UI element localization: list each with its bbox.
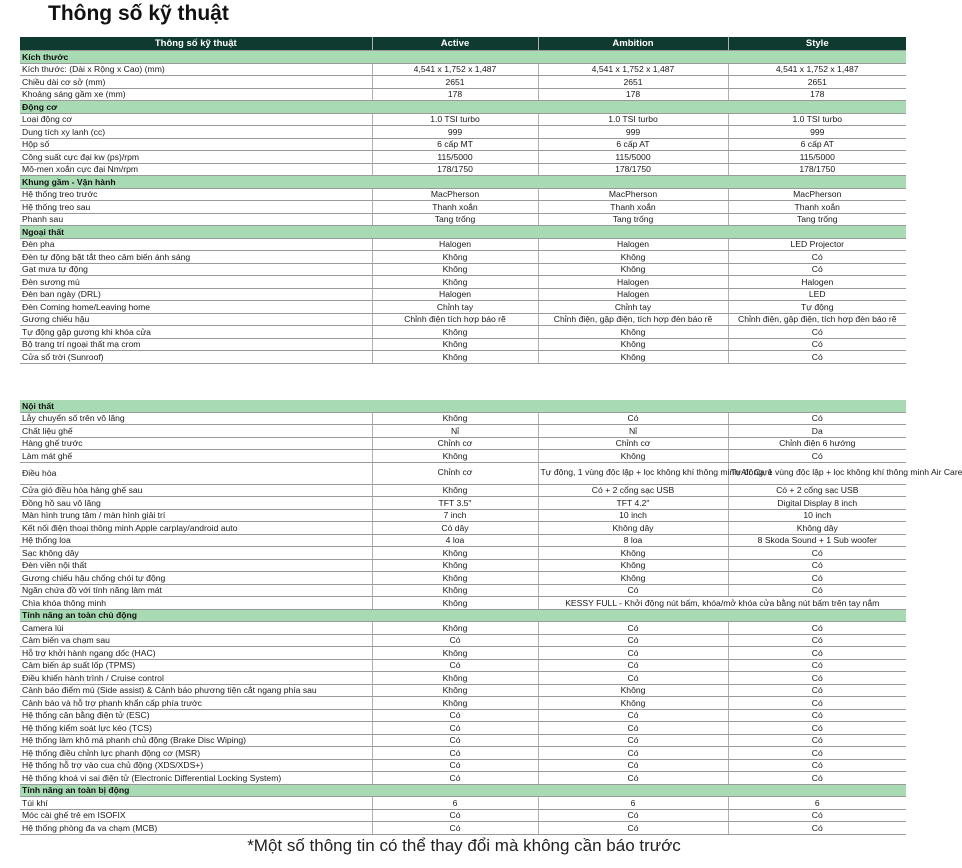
spec-value-cell: TFT 3.5" [372, 497, 538, 510]
spec-label-cell: Hệ thống treo trước [20, 188, 372, 201]
spec-value-cell: Có [538, 412, 728, 425]
section-title: Nội thất [20, 400, 906, 412]
spec-value-cell: Tự động, 1 vùng độc lập + lọc không khí thông minh Air Care [728, 462, 906, 484]
table-row [20, 522, 906, 535]
spec-value-cell: Có [372, 809, 538, 822]
spec-value-cell: Chỉnh cơ [372, 462, 538, 484]
spec-value-cell: Không dây [728, 522, 906, 535]
spec-label-cell: Cảm biến áp suất lốp (TPMS) [20, 659, 372, 672]
spec-value-cell: Không [538, 351, 728, 364]
spec-value-cell: Không [372, 622, 538, 635]
spec-label-cell: Dung tích xy lanh (cc) [20, 126, 372, 139]
spec-value-cell: Có [728, 263, 906, 276]
spec-label-cell: Ngăn chứa đồ với tính năng làm mát [20, 584, 372, 597]
spec-value-cell: MacPherson [728, 188, 906, 201]
spec-label-cell: Hệ thống phòng đa va chạm (MCB) [20, 822, 372, 835]
spec-value-cell: Thanh xoắn [728, 201, 906, 214]
spec-value-cell: TFT 4.2" [538, 497, 728, 510]
table-row [20, 301, 906, 314]
spec-label-cell: Hệ thống điều chỉnh lực phanh động cơ (MSR) [20, 747, 372, 760]
spec-label-cell: Đèn ban ngày (DRL) [20, 288, 372, 301]
spec-value-cell: Không [372, 338, 538, 351]
spec-value-cell: Có [728, 697, 906, 710]
spec-label-cell: Túi khí [20, 797, 372, 810]
table-row [20, 351, 906, 364]
spec-value-cell: KESSY FULL - Khởi động nút bấm, khóa/mở khóa cửa bằng nút bấm trên tay nắm [538, 597, 906, 610]
spec-value-cell: Không [372, 450, 538, 463]
spec-value-cell: Không [372, 251, 538, 264]
spec-value-cell: Có [538, 622, 728, 635]
spec-value-cell: Có [728, 747, 906, 760]
section-header-row [20, 784, 906, 797]
table-row [20, 534, 906, 547]
spec-value-cell: Không [372, 559, 538, 572]
table-row [20, 697, 906, 710]
table-row [20, 684, 906, 697]
spec-label-cell: Hệ thống làm khô má phanh chủ động (Brake Disc Wiping) [20, 734, 372, 747]
spec-value-cell: 6 [372, 797, 538, 810]
spec-value-cell: 10 inch [538, 509, 728, 522]
column-header-spec: Thông số kỹ thuật [20, 37, 372, 51]
table-row [20, 238, 906, 251]
page-title: Thông số kỹ thuật [48, 2, 229, 25]
spec-value-cell: Có [728, 647, 906, 660]
spec-value-cell: Có [728, 338, 906, 351]
spec-value-cell: Có [538, 722, 728, 735]
table-row [20, 412, 906, 425]
spec-value-cell: Thanh xoắn [372, 201, 538, 214]
spec-value-cell: Có [728, 622, 906, 635]
footnote: *Một số thông tin có thể thay đổi mà không cần báo trước [247, 836, 681, 855]
spec-value-cell: Digital Display 8 inch [728, 497, 906, 510]
spec-value-cell: Có [538, 647, 728, 660]
table-row [20, 462, 906, 484]
spec-value-cell: 999 [538, 126, 728, 139]
spec-value-cell: Halogen [372, 238, 538, 251]
section-header-row [20, 400, 906, 412]
table-row [20, 747, 906, 760]
table-row [20, 622, 906, 635]
spec-label-cell: Hệ thống loa [20, 534, 372, 547]
table-row [20, 659, 906, 672]
spec-value-cell: Có [538, 634, 728, 647]
spec-value-cell: Không [372, 697, 538, 710]
spec-value-cell: Có [728, 412, 906, 425]
table-row [20, 559, 906, 572]
table-row [20, 163, 906, 176]
spec-label-cell: Chất liệu ghế [20, 425, 372, 438]
spec-value-cell: Có + 2 cổng sạc USB [538, 484, 728, 497]
table-row [20, 484, 906, 497]
spec-value-cell: 4,541 x 1,752 x 1,487 [728, 63, 906, 76]
table-row [20, 276, 906, 289]
spec-value-cell: Chỉnh cơ [372, 437, 538, 450]
spec-value-cell: Chỉnh điện, gập điện, tích hợp đèn báo rẽ [538, 313, 728, 326]
spec-label-cell: Hệ thống treo sau [20, 201, 372, 214]
spec-value-cell: Có [372, 734, 538, 747]
spec-value-cell: Có [728, 326, 906, 339]
spec-value-cell: Có [538, 822, 728, 835]
spec-value-cell: 6 cấp MT [372, 138, 538, 151]
spec-label-cell: Cảm biến va chạm sau [20, 634, 372, 647]
section-title: Khung gầm - Vận hành [20, 176, 906, 189]
spec-label-cell: Hệ thống cân bằng điện tử (ESC) [20, 709, 372, 722]
spec-value-cell: Không [372, 412, 538, 425]
spec-value-cell: Có [728, 634, 906, 647]
spec-value-cell: 178 [372, 88, 538, 101]
table-row [20, 338, 906, 351]
spec-label-cell: Cửa sổ trời (Sunroof) [20, 351, 372, 364]
table-row [20, 288, 906, 301]
spec-value-cell: Có [372, 709, 538, 722]
spec-value-cell: 8 Skoda Sound + 1 Sub woofer [728, 534, 906, 547]
spec-value-cell: Halogen [728, 276, 906, 289]
table-row [20, 313, 906, 326]
spec-value-cell: 10 inch [728, 509, 906, 522]
table-row [20, 809, 906, 822]
spec-value-cell: MacPherson [538, 188, 728, 201]
spec-value-cell: Không [372, 572, 538, 585]
spec-value-cell: Tang trống [538, 213, 728, 226]
spec-label-cell: Cảnh báo và hỗ trợ phanh khẩn cấp phía trước [20, 697, 372, 710]
spec-value-cell: Chỉnh điện tích hợp báo rẽ [372, 313, 538, 326]
table-row [20, 722, 906, 735]
spec-value-cell: Không [372, 484, 538, 497]
column-header-active: Active [372, 37, 538, 51]
spec-value-cell: Có [728, 672, 906, 685]
table-row [20, 213, 906, 226]
spec-value-cell: 7 inch [372, 509, 538, 522]
spec-value-cell: Có [372, 772, 538, 785]
spec-value-cell: Không [538, 450, 728, 463]
spec-value-cell: 6 cấp AT [538, 138, 728, 151]
spec-value-cell: Có [728, 722, 906, 735]
spec-value-cell: Có [538, 584, 728, 597]
spec-value-cell: Chỉnh điện, gập điện, tích hợp đèn báo rẽ [728, 313, 906, 326]
spec-value-cell: 999 [372, 126, 538, 139]
table-row [20, 547, 906, 560]
spec-value-cell: 115/5000 [372, 151, 538, 164]
spec-value-cell: Chỉnh tay [372, 301, 538, 314]
spec-value-cell: Có [728, 547, 906, 560]
spec-value-cell: 1.0 TSI turbo [728, 113, 906, 126]
table-row [20, 672, 906, 685]
spec-value-cell: 2651 [728, 76, 906, 89]
spec-value-cell: Có [538, 734, 728, 747]
spec-value-cell: Tự động, 1 vùng độc lập + lọc không khí thông minh Air Care [538, 462, 728, 484]
spec-label-cell: Đèn tự động bật tắt theo cảm biến ánh sáng [20, 251, 372, 264]
table-row [20, 63, 906, 76]
section-title: Động cơ [20, 101, 906, 114]
spec-label-cell: Cửa gió điều hòa hàng ghế sau [20, 484, 372, 497]
spec-value-cell: Không [372, 684, 538, 697]
spec-label-cell: Gạt mưa tự động [20, 263, 372, 276]
spec-value-cell: Chỉnh điện 6 hướng [728, 437, 906, 450]
spec-value-cell: Có [728, 559, 906, 572]
spec-label-cell: Làm mát ghế [20, 450, 372, 463]
table-row [20, 188, 906, 201]
spec-value-cell: 8 loa [538, 534, 728, 547]
section-title: Tính năng an toàn bị động [20, 784, 906, 797]
spec-value-cell: 2651 [538, 76, 728, 89]
spec-label-cell: Chìa khóa thông minh [20, 597, 372, 610]
spec-value-cell: LED Projector [728, 238, 906, 251]
spec-value-cell: Có [728, 709, 906, 722]
table-row [20, 263, 906, 276]
table-header-row [20, 37, 906, 51]
spec-value-cell: Không dây [538, 522, 728, 535]
spec-value-cell: Có [728, 809, 906, 822]
spec-label-cell: Loại động cơ [20, 113, 372, 126]
column-header-style: Style [728, 37, 906, 51]
spec-value-cell: Có [372, 747, 538, 760]
spec-value-cell: Có [372, 822, 538, 835]
spec-label-cell: Điều khiển hành trình / Cruise control [20, 672, 372, 685]
spec-value-cell: 4,541 x 1,752 x 1,487 [372, 63, 538, 76]
spec-label-cell: Bộ trang trí ngoại thất mạ crom [20, 338, 372, 351]
spec-value-cell: Có [372, 759, 538, 772]
spec-value-cell: Có [728, 772, 906, 785]
table-row [20, 584, 906, 597]
spec-value-cell: Không [538, 251, 728, 264]
spec-value-cell: 6 cấp AT [728, 138, 906, 151]
spec-value-cell: 178/1750 [728, 163, 906, 176]
spec-value-cell: Có [728, 684, 906, 697]
spec-value-cell: 115/5000 [728, 151, 906, 164]
spec-value-cell: Có [538, 747, 728, 760]
section-title: Tính năng an toàn chủ động [20, 609, 906, 622]
column-header-ambition: Ambition [538, 37, 728, 51]
table-row [20, 151, 906, 164]
spec-value-cell: Halogen [372, 288, 538, 301]
spec-label-cell: Gương chiếu hậu chống chói tự động [20, 572, 372, 585]
spec-value-cell: Tang trống [728, 213, 906, 226]
spec-value-cell: Không [538, 326, 728, 339]
spec-value-cell: Không [372, 326, 538, 339]
table-row [20, 437, 906, 450]
spec-value-cell: 4 loa [372, 534, 538, 547]
spec-label-cell: Mô-men xoắn cực đại Nm/rpm [20, 163, 372, 176]
spec-value-cell: Có [538, 809, 728, 822]
spec-label-cell: Kích thước: (Dài x Rộng x Cao) (mm) [20, 63, 372, 76]
spec-value-cell: Có [372, 659, 538, 672]
spec-label-cell: Camera lùi [20, 622, 372, 635]
spec-value-cell: 178/1750 [372, 163, 538, 176]
spec-label-cell: Gương chiếu hậu [20, 313, 372, 326]
spec-value-cell: Không [372, 597, 538, 610]
spec-value-cell: Chỉnh tay [538, 301, 728, 314]
table-row [20, 597, 906, 610]
spec-value-cell: Có [728, 351, 906, 364]
spec-value-cell: MacPherson [372, 188, 538, 201]
spec-label-cell: Đèn pha [20, 238, 372, 251]
spec-value-cell: Không [538, 547, 728, 560]
table-row [20, 797, 906, 810]
spec-table-bottom [20, 400, 962, 835]
spec-value-cell: Không [538, 559, 728, 572]
table-row [20, 326, 906, 339]
spec-label-cell: Tự động gập gương khi khóa cửa [20, 326, 372, 339]
table-row [20, 497, 906, 510]
spec-label-cell: Phanh sau [20, 213, 372, 226]
spec-value-cell: Không [372, 276, 538, 289]
spec-value-cell: 1.0 TSI turbo [372, 113, 538, 126]
table-row [20, 734, 906, 747]
spec-label-cell: Khoảng sáng gầm xe (mm) [20, 88, 372, 101]
table-row [20, 88, 906, 101]
table-row [20, 572, 906, 585]
spec-value-cell: Có dây [372, 522, 538, 535]
spec-value-cell: 6 [728, 797, 906, 810]
table-row [20, 201, 906, 214]
table-row [20, 126, 906, 139]
spec-value-cell: Có [538, 672, 728, 685]
spec-label-cell: Cảnh báo điểm mù (Side assist) & Cảnh báo phương tiện cắt ngang phía sau [20, 684, 372, 697]
spec-value-cell: Không [372, 351, 538, 364]
spec-value-cell: Không [372, 672, 538, 685]
spec-label-cell: Đèn viền nội thất [20, 559, 372, 572]
spec-value-cell: Nỉ [538, 425, 728, 438]
spec-label-cell: Móc cài ghế trẻ em ISOFIX [20, 809, 372, 822]
section-header-row [20, 51, 906, 64]
spec-value-cell: Da [728, 425, 906, 438]
spec-value-cell: Không [538, 263, 728, 276]
spec-value-cell: Nỉ [372, 425, 538, 438]
spec-value-cell: Tang trống [372, 213, 538, 226]
spec-value-cell: 178/1750 [538, 163, 728, 176]
spec-label-cell: Sạc không dây [20, 547, 372, 560]
spec-value-cell: Có [372, 634, 538, 647]
section-header-row [20, 101, 906, 114]
spec-value-cell: Có [372, 722, 538, 735]
spec-label-cell: Điều hòa [20, 462, 372, 484]
spec-value-cell: Có + 2 cổng sạc USB [728, 484, 906, 497]
spec-value-cell: 999 [728, 126, 906, 139]
spec-value-cell: LED [728, 288, 906, 301]
spec-label-cell: Đèn sương mù [20, 276, 372, 289]
table-row [20, 772, 906, 785]
table-row [20, 251, 906, 264]
spec-value-cell: Có [728, 659, 906, 672]
section-header-row [20, 609, 906, 622]
spec-value-cell: Có [538, 759, 728, 772]
spec-value-cell: Không [538, 572, 728, 585]
spec-value-cell: 178 [728, 88, 906, 101]
spec-label-cell: Hệ thống hỗ trợ vào cua chủ động (XDS/XDS+) [20, 759, 372, 772]
table-row [20, 113, 906, 126]
spec-label-cell: Kết nối điện thoại thông minh Apple carplay/android auto [20, 522, 372, 535]
spec-value-cell: 2651 [372, 76, 538, 89]
spec-value-cell: Tự động [728, 301, 906, 314]
spec-label-cell: Công suất cực đại kw (ps)/rpm [20, 151, 372, 164]
spec-value-cell: Có [728, 584, 906, 597]
spec-value-cell: 178 [538, 88, 728, 101]
spec-value-cell: Có [728, 251, 906, 264]
table-row [20, 76, 906, 89]
spec-value-cell: 4,541 x 1,752 x 1,487 [538, 63, 728, 76]
spec-value-cell: Không [372, 547, 538, 560]
spec-value-cell: Có [728, 572, 906, 585]
spec-label-cell: Đèn Coming home/Leaving home [20, 301, 372, 314]
table-row [20, 425, 906, 438]
spec-value-cell: Halogen [538, 276, 728, 289]
table-row [20, 822, 906, 835]
spec-value-cell: Có [538, 709, 728, 722]
spec-value-cell: Có [728, 759, 906, 772]
table-row [20, 759, 906, 772]
table-row [20, 450, 906, 463]
section-title: Kích thước [20, 51, 906, 64]
spec-value-cell: Không [372, 647, 538, 660]
section-header-row [20, 176, 906, 189]
spec-value-cell: Không [372, 263, 538, 276]
spec-label-cell: Hệ thống khoá vi sai điện tử (Electronic Differential Locking System) [20, 772, 372, 785]
spec-label-cell: Hỗ trợ khởi hành ngang dốc (HAC) [20, 647, 372, 660]
spec-value-cell: 6 [538, 797, 728, 810]
spec-value-cell: 115/5000 [538, 151, 728, 164]
table-row [20, 647, 906, 660]
spec-value-cell: Có [538, 659, 728, 672]
spec-label-cell: Chiều dài cơ sở (mm) [20, 76, 372, 89]
spec-value-cell: Halogen [538, 288, 728, 301]
spec-value-cell: Chỉnh cơ [538, 437, 728, 450]
spec-value-cell: Có [728, 734, 906, 747]
spec-table-top [20, 37, 906, 364]
spec-value-cell: Có [728, 450, 906, 463]
spec-label-cell: Lẫy chuyển số trên vô lăng [20, 412, 372, 425]
spec-value-cell: Có [538, 772, 728, 785]
section-header-row [20, 226, 906, 239]
table-row [20, 509, 906, 522]
spec-value-cell: Không [538, 697, 728, 710]
spec-label-cell: Màn hình trung tâm / màn hình giải trí [20, 509, 372, 522]
spec-label-cell: Hộp số [20, 138, 372, 151]
spec-value-cell: Có [728, 822, 906, 835]
spec-value-cell: 1.0 TSI turbo [538, 113, 728, 126]
table-row [20, 138, 906, 151]
spec-value-cell: Không [538, 338, 728, 351]
spec-value-cell: Halogen [538, 238, 728, 251]
table-row [20, 634, 906, 647]
spec-value-cell: Không [538, 684, 728, 697]
section-title: Ngoại thất [20, 226, 906, 239]
spec-value-cell: Thanh xoắn [538, 201, 728, 214]
spec-label-cell: Hàng ghế trước [20, 437, 372, 450]
spec-label-cell: Đồng hồ sau vô lăng [20, 497, 372, 510]
table-row [20, 709, 906, 722]
spec-label-cell: Hệ thống kiểm soát lực kéo (TCS) [20, 722, 372, 735]
spec-value-cell: Không [372, 584, 538, 597]
